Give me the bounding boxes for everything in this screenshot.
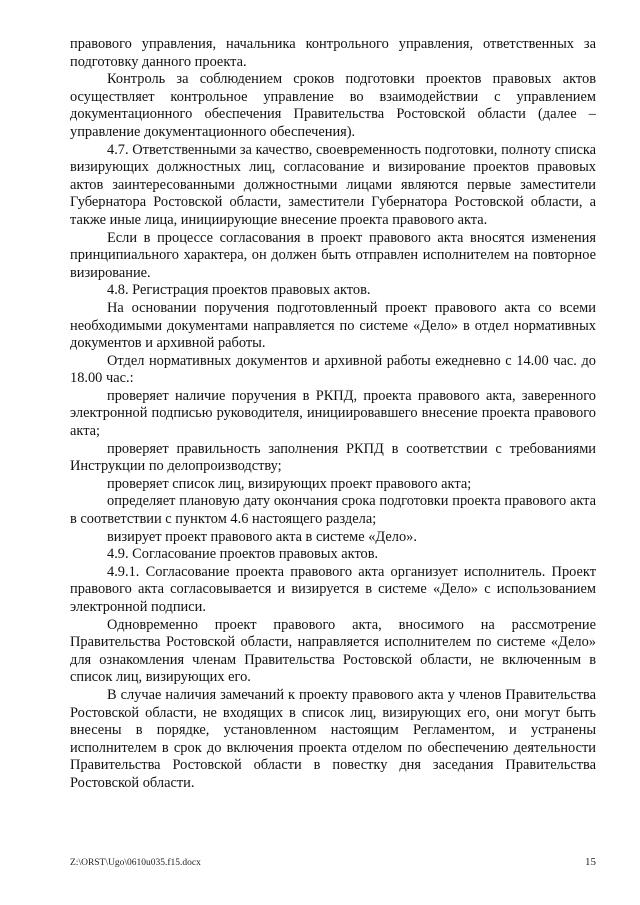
paragraph: 4.7. Ответственными за качество, своевременность подготовки, полноту списка визирующих должностных лиц, согласование и визирование проектов правовых актов заинтересованными должностными лицами являются первые заместители Губернатора Ростовской области, заместители Губернатора Ростовской области, а также иные лица, инициирующие внесение проекта правового акта. (70, 141, 596, 228)
paragraph: В случае наличия замечаний к проекту правового акта у членов Правительства Ростовской области, не входящих в список лиц, визирующих его, они могут быть внесены в порядке, установленном настоящим Регламентом, и устранены исполнителем в срок до включения проекта отделом по обеспечению деятельности Правительства Ростовской области в повестку дня заседания Правительства Ростовской области. (70, 686, 596, 791)
document-body (70, 36, 596, 793)
paragraph: Одновременно проект правового акта, вносимого на рассмотрение Правительства Ростовской области, направляется исполнителем по системе «Дело» для ознакомления членам Правительства Ростовской области, не включенным в список лиц, визирующих его. (70, 616, 596, 686)
page-number: 15 (585, 856, 596, 868)
list-item: проверяет список лиц, визирующих проект правового акта; (107, 475, 472, 492)
paragraph: Контроль за соблюдением сроков подготовки проектов правовых актов осуществляет контрольное управление во взаимодействии с управлением документационного обеспечения Правительства Ростовской области (далее – управление документационного обеспечения). (70, 71, 596, 140)
paragraph: Отдел нормативных документов и архивной работы ежедневно с 14.00 час. до 18.00 час.: (70, 352, 596, 387)
paragraph: правового управления, начальника контрольного управления, ответственных за подготовку данного проекта. (70, 36, 596, 70)
list-item: проверяет наличие поручения в РКПД, проекта правового акта, заверенного электронной подписью руководителя, инициировавшего внесение проекта правового акта; (70, 387, 596, 440)
footer-file-path: Z:\ORST\Ugo\0610u035.f15.docx (70, 858, 201, 868)
paragraph: Если в процессе согласования в проект правового акта вносятся изменения принципиального характера, он должен быть отправлен исполнителем на повторное визирование. (70, 229, 596, 281)
paragraph: На основании поручения подготовленный проект правового акта со всеми необходимыми документами направляется по системе «Дело» в отдел нормативных документов и архивной работы. (70, 299, 596, 352)
paragraph: 4.9.1. Согласование проекта правового акта организует исполнитель. Проект правового акта согласовывается и визируется в системе «Дело» с использованием электронной подписи. (70, 563, 596, 615)
list-item: визирует проект правового акта в системе «Дело». (107, 528, 417, 545)
list-item: проверяет правильность заполнения РКПД в соответствии с требованиями Инструкции по делопроизводству; (70, 440, 596, 475)
section-heading: 4.9. Согласование проектов правовых актов. (107, 546, 379, 563)
list-item: определяет плановую дату окончания срока подготовки проекта правового акта в соответствии с пунктом 4.6 настоящего раздела; (70, 493, 596, 528)
section-heading: 4.8. Регистрация проектов правовых актов. (107, 282, 371, 299)
